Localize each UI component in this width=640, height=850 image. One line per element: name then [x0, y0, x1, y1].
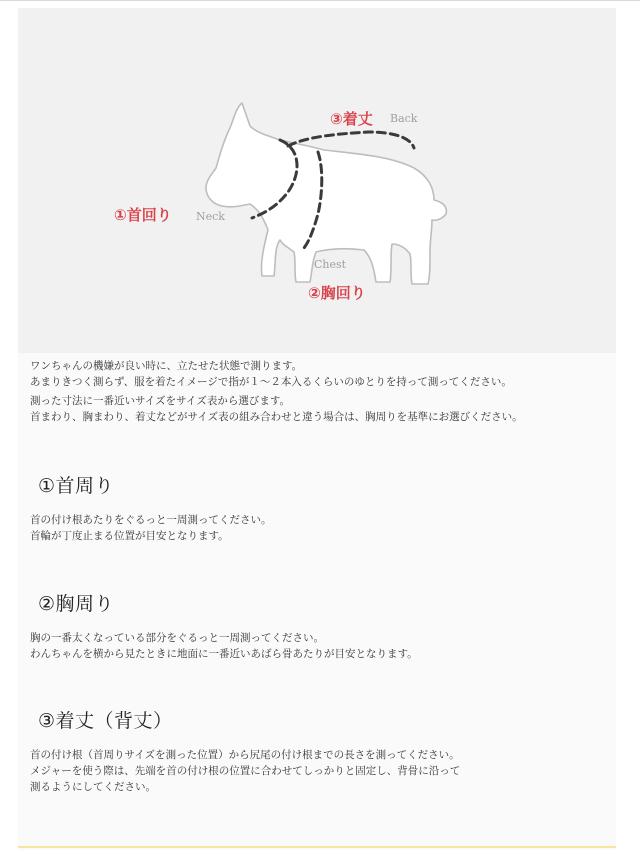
- bottom-divider: [18, 846, 616, 848]
- section-neck-title: ①首周り: [38, 475, 115, 497]
- intro-line-3: 測った寸法に一番近いサイズをサイズ表から選びます。: [30, 395, 290, 407]
- measurement-guide: [18, 8, 616, 850]
- chest-label-jp: ②胸回り: [308, 284, 366, 302]
- guide-text: [30, 358, 610, 795]
- section-chest-line-1: 胸の一番太くなっている部分をぐるっと一周測ってください。: [30, 632, 324, 644]
- dog-body-outline: [206, 103, 446, 284]
- section-neck-line-1: 首の付け根あたりをぐるっと一周測ってください。: [30, 514, 272, 526]
- intro-line-2: あまりきつく測らず、服を着たイメージで指が１～２本入るくらいのゆとりを持って測ってください。: [30, 376, 512, 388]
- neck-label-en: Neck: [196, 210, 225, 223]
- section-chest-line-2: わんちゃんを横から見たときに地面に一番近いあばら骨あたりが目安となります。: [30, 648, 418, 660]
- section-back-line-2: メジャーを使う際は、先端を首の付け根の位置に合わせてしっかりと固定し、背骨に沿って: [30, 765, 461, 777]
- section-back-line-1: 首の付け根（首周りサイズを測った位置）から尻尾の付け根までの長さを測ってください。: [30, 749, 460, 761]
- back-label-en: Back: [390, 112, 418, 125]
- dog-measurement-illustration: [18, 8, 616, 353]
- section-back-body: [30, 747, 610, 795]
- intro-line-1: ワンちゃんの機嫌が良い時に、立たせた状態で測ります。: [30, 360, 303, 372]
- chest-label-en: Chest: [314, 258, 347, 271]
- section-back-title: ③着丈（背丈）: [38, 710, 173, 732]
- section-chest-body: [30, 630, 610, 662]
- top-divider: [0, 0, 640, 1]
- section-neck-line-2: 首輪が丁度止まる位置が目安となります。: [30, 530, 229, 542]
- back-label-jp: ③着丈: [330, 110, 373, 128]
- neck-label-jp: ①首回り: [114, 206, 172, 224]
- section-back-line-3: 測るようにしてください。: [30, 781, 156, 793]
- intro-line-4: 首まわり、胸まわり、着丈などがサイズ表の組み合わせと違う場合は、胸周りを基準にお選びください。: [30, 411, 523, 423]
- section-chest-title: ②胸周り: [38, 593, 115, 615]
- section-neck-body: [30, 512, 610, 544]
